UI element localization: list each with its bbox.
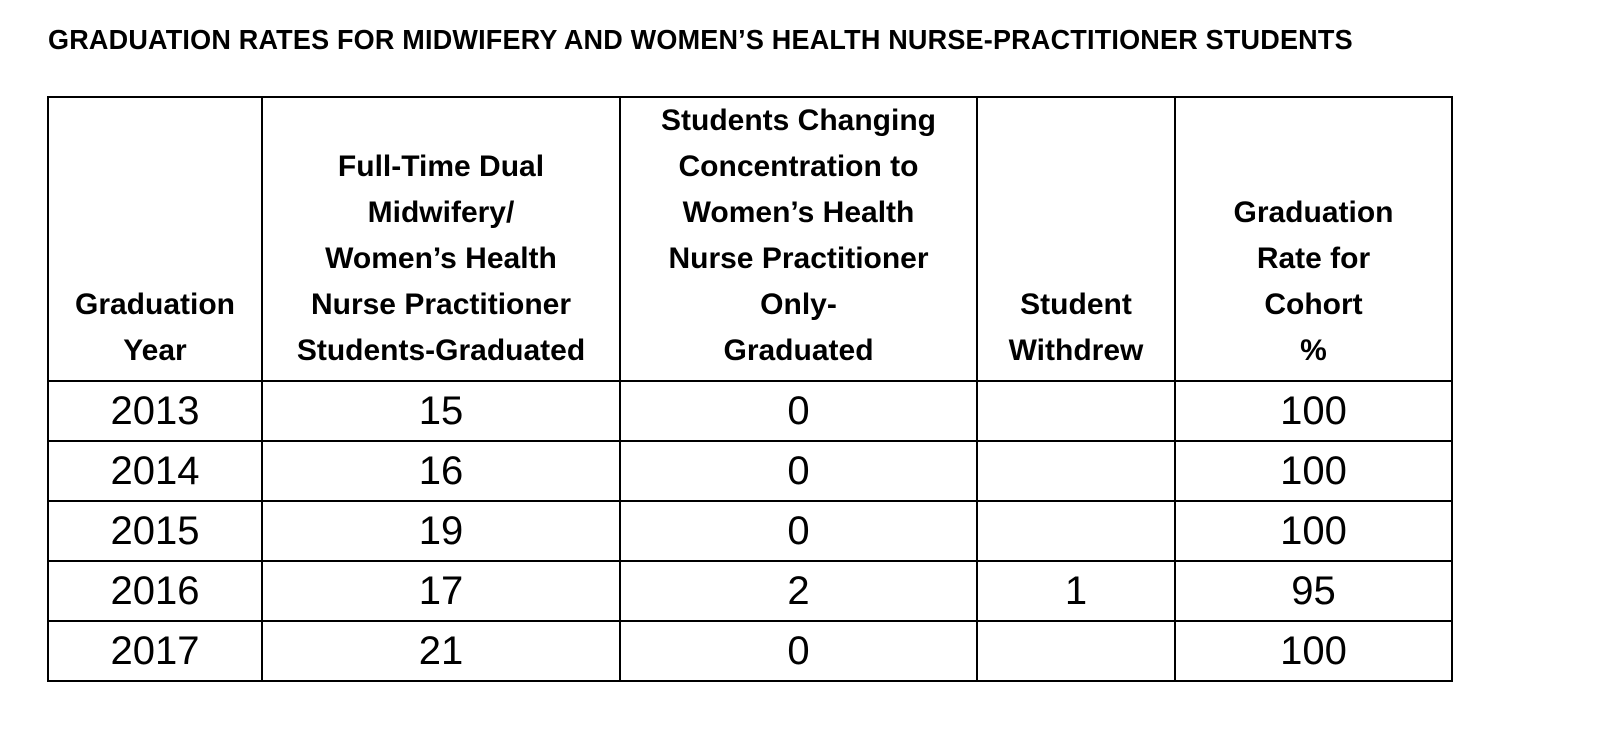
header-line: Graduation [74,288,235,321]
header-line: Graduated [723,334,874,367]
cell-withdrew [977,501,1175,561]
cell-changed-concentration: 0 [620,621,977,681]
header-line: Concentration to [678,150,919,183]
graduation-rates-table [47,96,1453,682]
header-line: Only- [760,288,837,321]
cell-graduation-rate: 100 [1175,381,1452,441]
header-graduation-year [48,97,262,381]
cell-withdrew [977,621,1175,681]
cell-changed-concentration: 0 [620,441,977,501]
table-row [48,621,1452,681]
table-row [48,561,1452,621]
cell-changed-concentration: 2 [620,561,977,621]
table-body [48,381,1452,681]
header-line: Full-Time Dual [337,150,545,183]
cell-graduation-rate: 100 [1175,621,1452,681]
header-line: Students Changing [661,104,936,137]
cell-dual-graduated: 19 [262,501,620,561]
header-dual-graduated [262,97,620,381]
cell-year: 2017 [48,621,262,681]
table-row [48,501,1452,561]
cell-year: 2013 [48,381,262,441]
cell-year: 2015 [48,501,262,561]
header-line: Year [123,334,187,367]
cell-dual-graduated: 15 [262,381,620,441]
table-row [48,381,1452,441]
header-line: Cohort [1264,288,1363,321]
cell-dual-graduated: 17 [262,561,620,621]
header-line: Student [1020,288,1132,321]
header-student-withdrew [977,97,1175,381]
header-line: Graduation [1233,196,1394,229]
cell-year: 2014 [48,441,262,501]
cell-changed-concentration: 0 [620,501,977,561]
cell-graduation-rate: 100 [1175,441,1452,501]
cell-withdrew: 1 [977,561,1175,621]
page-title: GRADUATION RATES FOR MIDWIFERY AND WOMEN’S HEALTH NURSE-PRACTITIONER STUDENTS [48,24,1353,55]
header-line: Nurse Practitioner [310,288,572,321]
header-line: % [1300,334,1327,367]
header-line: Students-Graduated [296,334,586,367]
cell-graduation-rate: 100 [1175,501,1452,561]
cell-changed-concentration: 0 [620,381,977,441]
cell-dual-graduated: 16 [262,441,620,501]
cell-withdrew [977,441,1175,501]
header-line: Midwifery/ [367,196,515,229]
header-line: Nurse Practitioner [668,242,929,275]
header-line: Withdrew [1008,334,1144,367]
cell-graduation-rate: 95 [1175,561,1452,621]
header-line: Women’s Health [682,196,915,229]
header-line: Rate for [1256,242,1371,275]
cell-withdrew [977,381,1175,441]
cell-year: 2016 [48,561,262,621]
header-line: Women’s Health [325,242,557,275]
header-graduation-rate [1175,97,1452,381]
header-row [48,97,1452,381]
table-header [48,97,1452,381]
table-row [48,441,1452,501]
header-changed-concentration [620,97,977,381]
cell-dual-graduated: 21 [262,621,620,681]
